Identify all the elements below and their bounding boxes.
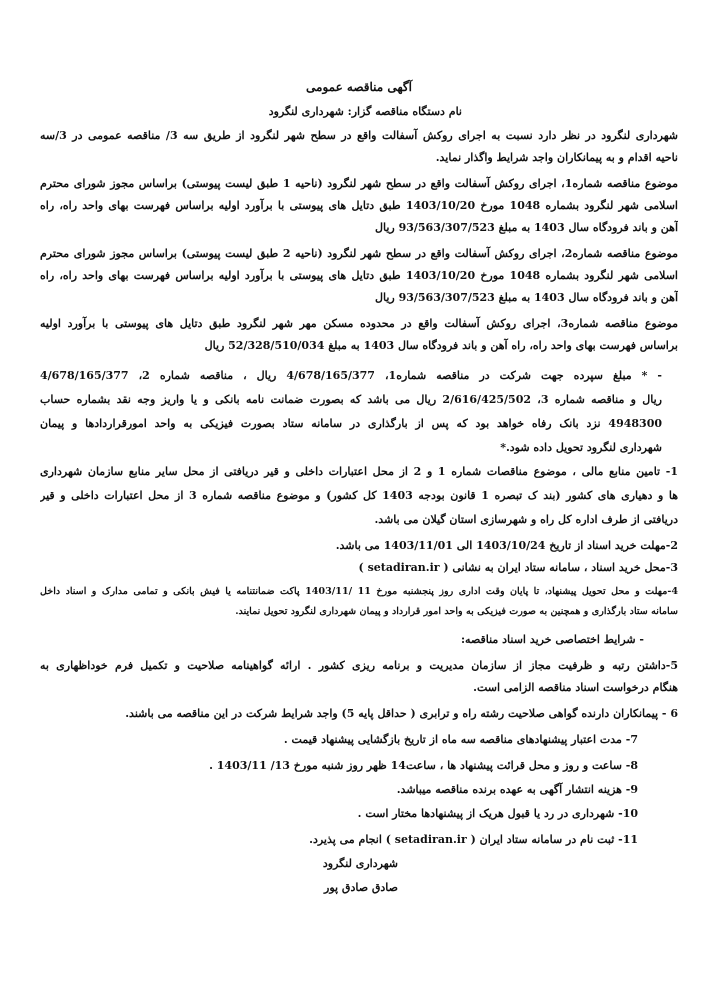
tender-3-line-1: موضوع مناقصه شماره3، اجرای روکش آسفالت واقع در محدوده مسکن مهر شهر لنگرود طبق دتایل های پیوستی با برآورد اولیه (40, 317, 678, 330)
tender-2-line-2: اسلامی شهر لنگرود بشماره 1048 مورخ 1403/10/20 طبق دتایل های پیوستی با برآورد اولیه براساس فهرست بهای واحد راه، راه (40, 269, 678, 282)
item-6-line: 6 - پیمانکاران دارنده گواهی صلاحیت رشته راه و ترابری ( حداقل پایه 5) واجد شرایط شرکت در این مناقصه می باشند. (125, 707, 678, 720)
special-conditions-heading: - شرایط اختصاصی خرید اسناد مناقصه: (461, 633, 644, 646)
item-3-line: 3-محل خرید اسناد ، سامانه ستاد ایران به نشانی ( setadiran.ir ) (358, 561, 678, 574)
item-5-line-1: 5-داشتن رتبه و ظرفیت مجاز از سازمان مدیریت و برنامه ریزی کشور . ارائه گواهینامه صلاحیت و تکمیل فرم خوداظهاری به (40, 659, 678, 672)
tender-1-line-2: اسلامی شهر لنگرود بشماره 1048 مورخ 1403/10/20 طبق دتایل های پیوستی با برآورد اولیه براساس فهرست بهای واحد راه، راه (40, 199, 678, 212)
item-10-line: 10- شهرداری در رد یا قبول هریک از پیشنهادها مختار است . (357, 807, 638, 820)
intro-line-2: ناحیه اقدام و به پیمانکاران واجد شرایط واگذار نماید. (435, 151, 678, 164)
deposit-line-1: - * مبلغ سپرده جهت شرکت در مناقصه شماره1، 4/678/165/377 ریال ، مناقصه شماره 2، 4/678/165/377 (40, 369, 662, 382)
deposit-line-2: ریال و مناقصه شماره 3، 2/616/425/502 ریال می باشد که بصورت ضمانت نامه بانکی و یا واریز وجه نقد بشماره حساب (40, 393, 662, 406)
item-9-line: 9- هزینه انتشار آگهی به عهده برنده مناقصه میباشد. (396, 783, 638, 796)
signature-name: صادق صادق پور (324, 881, 398, 894)
notice-title: آگهی مناقصه عمومی (306, 80, 412, 94)
item-4-line-1: 4-مهلت و محل تحویل پیشنهاد، تا پایان وقت اداری روز پنجشنبه مورخ 11 /1403/11 پاکت ضمانتنامه یا فیش بانکی و تمامی مدارک و اسناد داخل (40, 586, 678, 597)
tender-2-line-1: موضوع مناقصه شماره2، اجرای روکش آسفالت واقع در سطح شهر لنگرود (ناحیه 2 طبق لیست پیوستی) براساس مجوز شورای محترم (40, 247, 678, 260)
item-1-line-2: ها و دهیاری های کشور (بند ک تبصره 1 قانون بودجه 1403 کل کشور) و موضوع مناقصه شماره 3 از محل اعتبارات داخلی و قیر (40, 489, 678, 502)
signature-org: شهرداری لنگرود (322, 857, 398, 870)
item-7-line: 7- مدت اعتبار پیشنهادهای مناقصه سه ماه از تاریخ بازگشایی پیشنهاد قیمت . (283, 733, 638, 746)
tender-1-line-1: موضوع مناقصه شماره1، اجرای روکش آسفالت واقع در سطح شهر لنگرود (ناحیه 1 طبق لیست پیوستی) براساس مجوز شورای محترم (40, 177, 678, 190)
organizer-line: نام دستگاه مناقصه گزار: شهرداری لنگرود (268, 105, 462, 118)
item-8-line: 8- ساعت و روز و محل قرائت پیشنهاد ها ، ساعت14 ظهر روز شنبه مورخ 13/ 1403/11 . (209, 759, 638, 772)
tender-2-line-3: آهن و باند فرودگاه سال 1403 به مبلغ 93/563/307/523 ریال (375, 291, 678, 304)
item-4-line-2: سامانه ستاد بارگذاری و همچنین به صورت فیزیکی به واحد امور قرارداد و پیمان شهرداری لنگرود تحویل نمایند. (235, 606, 678, 617)
item-2-line: 2-مهلت خرید اسناد از تاریخ 1403/10/24 الی 1403/11/01 می باشد. (335, 539, 678, 552)
item-1-line-1: 1- تامین منابع مالی ، موضوع مناقصات شماره 1 و 2 از محل اعتبارات داخلی و قیر دریافتی از محل سایر منابع سازمان شهرداری (40, 465, 678, 478)
item-1-line-3: دریافتی از طرف اداره کل راه و شهرسازی استان گیلان می باشد. (374, 513, 678, 526)
deposit-line-4: شهرداری لنگرود تحویل داده شود.* (500, 441, 662, 454)
item-5-line-2: هنگام درخواست اسناد مناقصه الزامی است. (473, 681, 678, 694)
deposit-line-3: 4948300 نزد بانک رفاه خواهد بود که پس از بارگذاری در سامانه ستاد بصورت فیزیکی به واحد امورقراردادها و پیمان (40, 417, 662, 430)
intro-line-1: شهرداری لنگرود در نظر دارد نسبت به اجرای روکش آسفالت واقع در سطح شهر لنگرود از طریق سه 3/ مناقصه عمومی در 3/سه (40, 129, 678, 142)
tender-3-line-2: براساس فهرست بهای واحد راه، راه آهن و باند فرودگاه سال 1403 به مبلغ 52/328/510/034 ریال (204, 339, 678, 352)
tender-1-line-3: آهن و باند فرودگاه سال 1403 به مبلغ 93/563/307/523 ریال (375, 221, 678, 234)
item-11-line: 11- ثبت نام در سامانه ستاد ایران ( setadiran.ir ) انجام می پذیرد. (309, 833, 638, 846)
